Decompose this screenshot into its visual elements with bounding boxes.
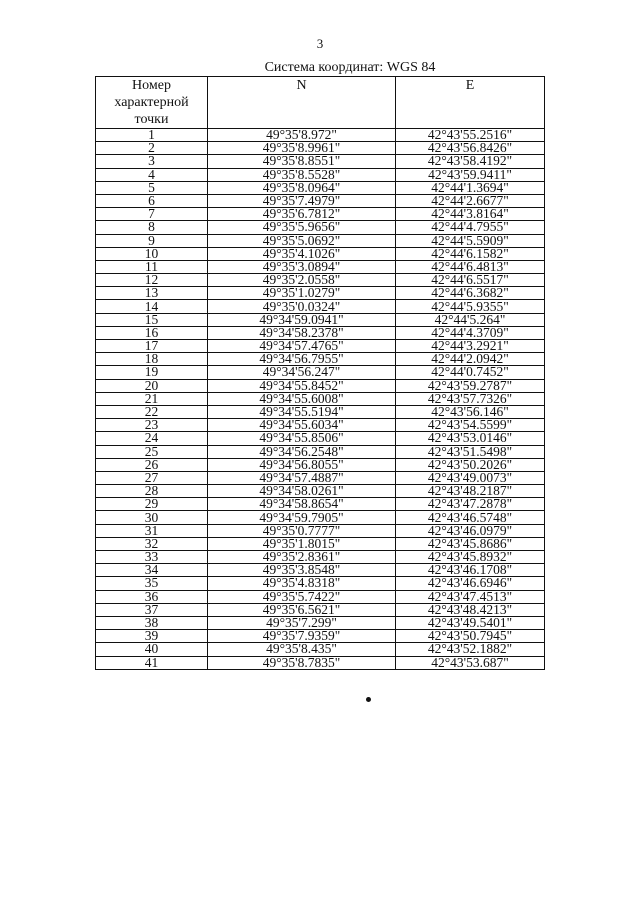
e-coordinate-cell: 42°43'48.2187" [396, 485, 545, 498]
table-row [96, 643, 545, 656]
point-number-cell: 1 [96, 129, 208, 142]
n-coordinate-cell: 49°35'7.299" [208, 616, 396, 629]
e-coordinate-cell: 42°43'46.0979" [396, 524, 545, 537]
n-coordinate-cell: 49°35'7.9359" [208, 630, 396, 643]
table-row [96, 405, 545, 418]
n-coordinate-cell: 49°35'5.0692" [208, 234, 396, 247]
e-coordinate-cell: 42°44'4.7955" [396, 221, 545, 234]
table-row [96, 181, 545, 194]
table-row [96, 313, 545, 326]
point-number-cell: 3 [96, 155, 208, 168]
table-row [96, 445, 545, 458]
table-row [96, 340, 545, 353]
e-coordinate-cell: 42°43'51.5498" [396, 445, 545, 458]
table-header-row [96, 77, 545, 129]
point-number-cell: 5 [96, 181, 208, 194]
n-coordinate-cell: 49°35'2.0558" [208, 274, 396, 287]
e-coordinate-cell: 42°44'5.9355" [396, 300, 545, 313]
e-coordinate-cell: 42°44'2.6677" [396, 194, 545, 207]
n-coordinate-cell: 49°35'8.7835" [208, 656, 396, 669]
e-coordinate-cell: 42°44'6.5517" [396, 274, 545, 287]
coordinate-system-caption: Система координат: WGS 84 [264, 60, 436, 75]
point-number-cell: 41 [96, 656, 208, 669]
table-row [96, 168, 545, 181]
point-number-cell: 27 [96, 471, 208, 484]
n-coordinate-cell: 49°35'2.8361" [208, 551, 396, 564]
e-coordinate-cell: 42°44'6.3682" [396, 287, 545, 300]
n-coordinate-cell: 49°35'8.5528" [208, 168, 396, 181]
point-number-cell: 16 [96, 326, 208, 339]
n-coordinate-cell: 49°35'6.5621" [208, 603, 396, 616]
table-row [96, 577, 545, 590]
n-coordinate-cell: 49°34'55.8506" [208, 432, 396, 445]
point-number-cell: 33 [96, 551, 208, 564]
point-number-cell: 37 [96, 603, 208, 616]
e-coordinate-cell: 42°43'45.8686" [396, 537, 545, 550]
table-row [96, 537, 545, 550]
e-coordinate-cell: 42°43'50.2026" [396, 458, 545, 471]
table-row [96, 603, 545, 616]
e-coordinate-cell: 42°43'55.2516" [396, 129, 545, 142]
n-coordinate-cell: 49°35'3.0894" [208, 260, 396, 273]
table-row [96, 287, 545, 300]
table-row [96, 326, 545, 339]
table-row [96, 142, 545, 155]
n-coordinate-cell: 49°35'1.8015" [208, 537, 396, 550]
e-coordinate-cell: 42°44'2.0942" [396, 353, 545, 366]
table-row [96, 419, 545, 432]
e-coordinate-cell: 42°43'52.1882" [396, 643, 545, 656]
point-number-cell: 6 [96, 194, 208, 207]
e-coordinate-cell: 42°43'49.0073" [396, 471, 545, 484]
table-row [96, 485, 545, 498]
page-number: 3 [316, 36, 324, 51]
table-row [96, 564, 545, 577]
n-coordinate-cell: 49°35'0.0324" [208, 300, 396, 313]
point-number-cell: 10 [96, 247, 208, 260]
e-coordinate-cell: 42°43'59.9411" [396, 168, 545, 181]
table-row [96, 458, 545, 471]
e-coordinate-cell: 42°43'47.4513" [396, 590, 545, 603]
table-row [96, 471, 545, 484]
e-coordinate-cell: 42°43'45.8932" [396, 551, 545, 564]
n-coordinate-cell: 49°34'57.4765" [208, 340, 396, 353]
point-number-cell: 4 [96, 168, 208, 181]
e-coordinate-cell: 42°44'6.4813" [396, 260, 545, 273]
n-coordinate-cell: 49°34'55.6008" [208, 392, 396, 405]
e-coordinate-cell: 42°43'46.5748" [396, 511, 545, 524]
table-row [96, 392, 545, 405]
point-number-cell: 15 [96, 313, 208, 326]
point-number-cell: 28 [96, 485, 208, 498]
table-row [96, 498, 545, 511]
e-coordinate-cell: 42°43'58.4192" [396, 155, 545, 168]
header-e: E [396, 77, 545, 129]
point-number-cell: 17 [96, 340, 208, 353]
n-coordinate-cell: 49°34'56.7955" [208, 353, 396, 366]
e-coordinate-cell: 42°43'59.2787" [396, 379, 545, 392]
point-number-cell: 36 [96, 590, 208, 603]
point-number-cell: 2 [96, 142, 208, 155]
e-coordinate-cell: 42°43'56.8426" [396, 142, 545, 155]
n-coordinate-cell: 49°35'7.4979" [208, 194, 396, 207]
n-coordinate-cell: 49°34'55.5194" [208, 405, 396, 418]
n-coordinate-cell: 49°35'5.9656" [208, 221, 396, 234]
table-row [96, 616, 545, 629]
table-row [96, 366, 545, 379]
table-row [96, 379, 545, 392]
point-number-cell: 35 [96, 577, 208, 590]
e-coordinate-cell: 42°44'5.5909" [396, 234, 545, 247]
point-number-cell: 9 [96, 234, 208, 247]
point-number-cell: 12 [96, 274, 208, 287]
point-number-cell: 29 [96, 498, 208, 511]
point-number-cell: 25 [96, 445, 208, 458]
n-coordinate-cell: 49°34'57.4887" [208, 471, 396, 484]
table-body [96, 129, 545, 670]
n-coordinate-cell: 49°34'58.2378" [208, 326, 396, 339]
n-coordinate-cell: 49°35'8.8551" [208, 155, 396, 168]
n-coordinate-cell: 49°35'5.7422" [208, 590, 396, 603]
point-number-cell: 30 [96, 511, 208, 524]
e-coordinate-cell: 42°43'46.6946" [396, 577, 545, 590]
table-row [96, 129, 545, 142]
e-coordinate-cell: 42°43'48.4213" [396, 603, 545, 616]
point-number-cell: 26 [96, 458, 208, 471]
e-coordinate-cell: 42°44'4.3709" [396, 326, 545, 339]
n-coordinate-cell: 49°34'55.6034" [208, 419, 396, 432]
table-row [96, 353, 545, 366]
e-coordinate-cell: 42°43'53.687" [396, 656, 545, 669]
point-number-cell: 34 [96, 564, 208, 577]
point-number-cell: 38 [96, 616, 208, 629]
point-number-cell: 40 [96, 643, 208, 656]
point-number-cell: 23 [96, 419, 208, 432]
n-coordinate-cell: 49°35'8.972" [208, 129, 396, 142]
table-row [96, 155, 545, 168]
point-number-cell: 22 [96, 405, 208, 418]
n-coordinate-cell: 49°34'58.0261" [208, 485, 396, 498]
e-coordinate-cell: 42°43'50.7945" [396, 630, 545, 643]
e-coordinate-cell: 42°44'3.2921" [396, 340, 545, 353]
table-row [96, 656, 545, 669]
table-row [96, 511, 545, 524]
point-number-cell: 13 [96, 287, 208, 300]
n-coordinate-cell: 49°35'3.8548" [208, 564, 396, 577]
point-number-cell: 19 [96, 366, 208, 379]
point-number-cell: 31 [96, 524, 208, 537]
table-row [96, 260, 545, 273]
table-row [96, 208, 545, 221]
n-coordinate-cell: 49°35'8.9961" [208, 142, 396, 155]
e-coordinate-cell: 42°43'47.2878" [396, 498, 545, 511]
n-coordinate-cell: 49°35'4.8318" [208, 577, 396, 590]
point-number-cell: 18 [96, 353, 208, 366]
table-row [96, 234, 545, 247]
e-coordinate-cell: 42°43'56.146" [396, 405, 545, 418]
n-coordinate-cell: 49°35'0.7777" [208, 524, 396, 537]
table-row [96, 221, 545, 234]
e-coordinate-cell: 42°43'46.1708" [396, 564, 545, 577]
n-coordinate-cell: 49°35'8.0964" [208, 181, 396, 194]
n-coordinate-cell: 49°35'4.1026" [208, 247, 396, 260]
n-coordinate-cell: 49°35'6.7812" [208, 208, 396, 221]
header-point-number: Номер характерной точки [96, 77, 208, 129]
table-row [96, 524, 545, 537]
point-number-cell: 20 [96, 379, 208, 392]
n-coordinate-cell: 49°34'56.8055" [208, 458, 396, 471]
table-row [96, 630, 545, 643]
e-coordinate-cell: 42°44'5.264" [396, 313, 545, 326]
point-number-cell: 24 [96, 432, 208, 445]
table-row [96, 247, 545, 260]
point-number-cell: 32 [96, 537, 208, 550]
e-coordinate-cell: 42°44'0.7452" [396, 366, 545, 379]
coordinates-table [95, 76, 545, 670]
table-row [96, 590, 545, 603]
e-coordinate-cell: 42°43'54.5599" [396, 419, 545, 432]
point-number-cell: 14 [96, 300, 208, 313]
point-number-cell: 7 [96, 208, 208, 221]
point-number-cell: 8 [96, 221, 208, 234]
n-coordinate-cell: 49°34'56.2548" [208, 445, 396, 458]
n-coordinate-cell: 49°35'1.0279" [208, 287, 396, 300]
n-coordinate-cell: 49°34'59.7905" [208, 511, 396, 524]
point-number-cell: 39 [96, 630, 208, 643]
n-coordinate-cell: 49°34'58.8654" [208, 498, 396, 511]
e-coordinate-cell: 42°44'3.8164" [396, 208, 545, 221]
n-coordinate-cell: 49°35'8.435" [208, 643, 396, 656]
n-coordinate-cell: 49°34'59.0941" [208, 313, 396, 326]
e-coordinate-cell: 42°44'6.1582" [396, 247, 545, 260]
e-coordinate-cell: 42°43'57.7326" [396, 392, 545, 405]
n-coordinate-cell: 49°34'55.8452" [208, 379, 396, 392]
dot-mark [366, 697, 371, 702]
e-coordinate-cell: 42°44'1.3694" [396, 181, 545, 194]
table-row [96, 300, 545, 313]
e-coordinate-cell: 42°43'49.5401" [396, 616, 545, 629]
e-coordinate-cell: 42°43'53.0146" [396, 432, 545, 445]
point-number-cell: 21 [96, 392, 208, 405]
point-number-cell: 11 [96, 260, 208, 273]
table-row [96, 432, 545, 445]
table-row [96, 194, 545, 207]
table-row [96, 551, 545, 564]
n-coordinate-cell: 49°34'56.247" [208, 366, 396, 379]
header-n: N [208, 77, 396, 129]
table-row [96, 274, 545, 287]
